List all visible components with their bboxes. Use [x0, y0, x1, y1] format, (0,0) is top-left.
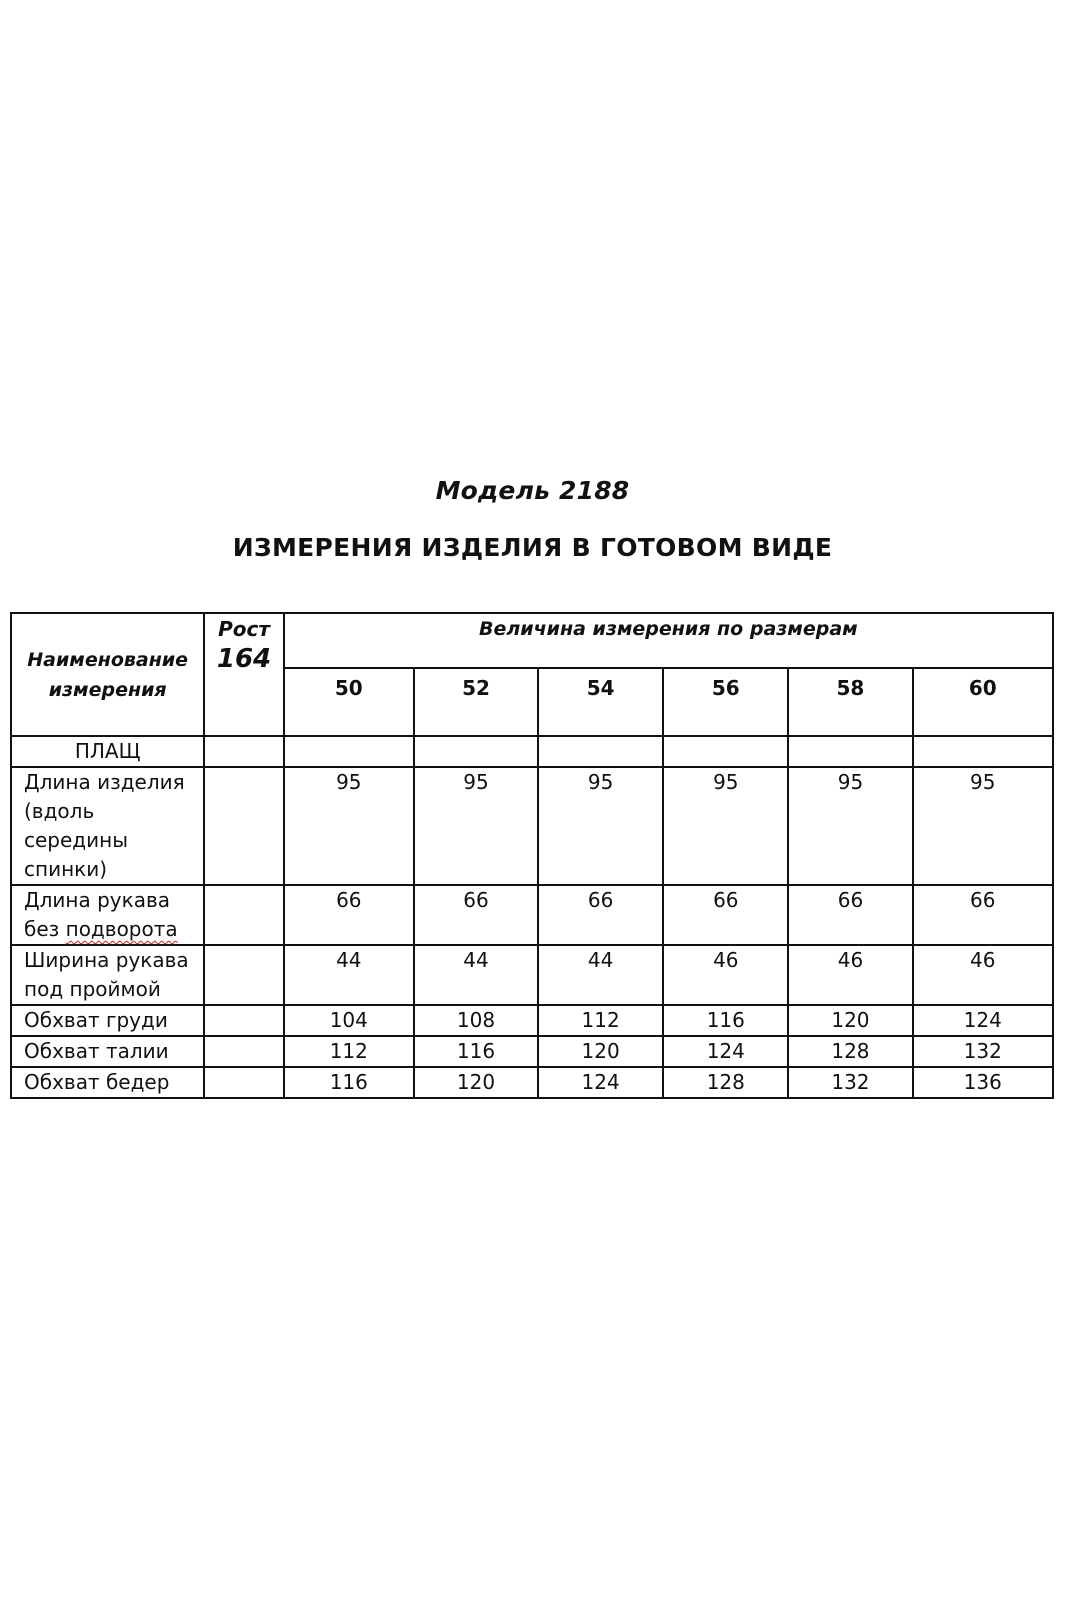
value-cell: 132: [913, 1036, 1053, 1067]
height-cell: [204, 1067, 283, 1098]
height-cell: [204, 1005, 283, 1036]
measurement-name-part: без: [24, 917, 66, 941]
empty-cell: [788, 736, 912, 767]
table-row: [11, 767, 1053, 885]
height-value: 164: [216, 644, 272, 674]
empty-cell: [663, 736, 788, 767]
value-cell: 44: [414, 945, 538, 1005]
height-cell: [204, 945, 283, 1005]
table-row: [11, 1036, 1053, 1067]
measurement-name: Обхват талии: [11, 1036, 204, 1067]
document-title: ИЗМЕРЕНИЯ ИЗДЕЛИЯ В ГОТОВОМ ВИДЕ: [232, 533, 833, 562]
model-title: Модель 2188: [435, 476, 630, 505]
section-row: [11, 736, 1053, 767]
measurements-table: [10, 612, 1054, 1099]
size-header: 56: [663, 668, 788, 736]
value-cell: 124: [538, 1067, 663, 1098]
height-cell: [204, 1036, 283, 1067]
measurement-name-line: (вдоль: [24, 799, 95, 823]
value-cell: 95: [538, 767, 663, 885]
measurement-name: Обхват груди: [11, 1005, 204, 1036]
measurement-name: [11, 885, 204, 945]
empty-cell: [284, 736, 414, 767]
value-cell: 104: [284, 1005, 414, 1036]
value-cell: 136: [913, 1067, 1053, 1098]
measurement-name-line: под проймой: [24, 977, 161, 1001]
measurement-name-line: [24, 915, 203, 944]
value-cell: 128: [788, 1036, 912, 1067]
measurement-name-line: Ширина рукава: [24, 948, 189, 972]
value-cell: 66: [788, 885, 912, 945]
table-row: [11, 1067, 1053, 1098]
value-cell: 116: [284, 1067, 414, 1098]
measurement-name-line: Длина рукава: [24, 888, 171, 912]
measurement-name: [11, 767, 204, 885]
spellcheck-underlined-word: подворота: [65, 917, 178, 941]
empty-cell: [414, 736, 538, 767]
size-header: 58: [788, 668, 912, 736]
measurement-name: [11, 945, 204, 1005]
value-cell: 46: [663, 945, 788, 1005]
value-cell: 95: [414, 767, 538, 885]
size-header: 54: [538, 668, 663, 736]
value-cell: 66: [913, 885, 1053, 945]
header-row-1: [11, 613, 1053, 668]
value-cell: 66: [663, 885, 788, 945]
value-cell: 120: [414, 1067, 538, 1098]
height-label: Рост: [218, 617, 270, 641]
section-label: ПЛАЩ: [11, 736, 204, 767]
value-cell: 95: [913, 767, 1053, 885]
value-cell: 116: [414, 1036, 538, 1067]
value-cell: 124: [913, 1005, 1053, 1036]
value-cell: 132: [788, 1067, 912, 1098]
table-row: [11, 885, 1053, 945]
size-header: 52: [414, 668, 538, 736]
height-cell: [204, 767, 283, 885]
value-cell: 44: [284, 945, 414, 1005]
value-cell: 116: [663, 1005, 788, 1036]
measurement-name: Обхват бедер: [11, 1067, 204, 1098]
size-header: 60: [913, 668, 1053, 736]
empty-cell: [538, 736, 663, 767]
table-row: [11, 1005, 1053, 1036]
value-cell: 124: [663, 1036, 788, 1067]
value-cell: 120: [538, 1036, 663, 1067]
value-cell: 128: [663, 1067, 788, 1098]
measurement-name-line: спинки): [24, 857, 108, 881]
value-cell: 46: [788, 945, 912, 1005]
value-cell: 120: [788, 1005, 912, 1036]
value-cell: 95: [663, 767, 788, 885]
value-cell: 112: [538, 1005, 663, 1036]
value-cell: 112: [284, 1036, 414, 1067]
measurement-name-header-label: Наименование измерения: [27, 648, 189, 701]
measurement-name-line: Длина изделия: [24, 770, 185, 794]
value-cell: 66: [414, 885, 538, 945]
measurement-name-header: [11, 613, 204, 736]
value-cell: 108: [414, 1005, 538, 1036]
value-cell: 66: [284, 885, 414, 945]
value-cell: 95: [284, 767, 414, 885]
height-cell: [204, 885, 283, 945]
empty-cell: [204, 736, 283, 767]
measurement-name-line: середины: [24, 828, 128, 852]
value-cell: 44: [538, 945, 663, 1005]
size-header: 50: [284, 668, 414, 736]
height-header: [204, 613, 283, 736]
table-row: [11, 945, 1053, 1005]
value-cell: 95: [788, 767, 912, 885]
value-cell: 46: [913, 945, 1053, 1005]
empty-cell: [913, 736, 1053, 767]
sizes-group-header: Величина измерения по размерам: [284, 613, 1053, 668]
value-cell: 66: [538, 885, 663, 945]
